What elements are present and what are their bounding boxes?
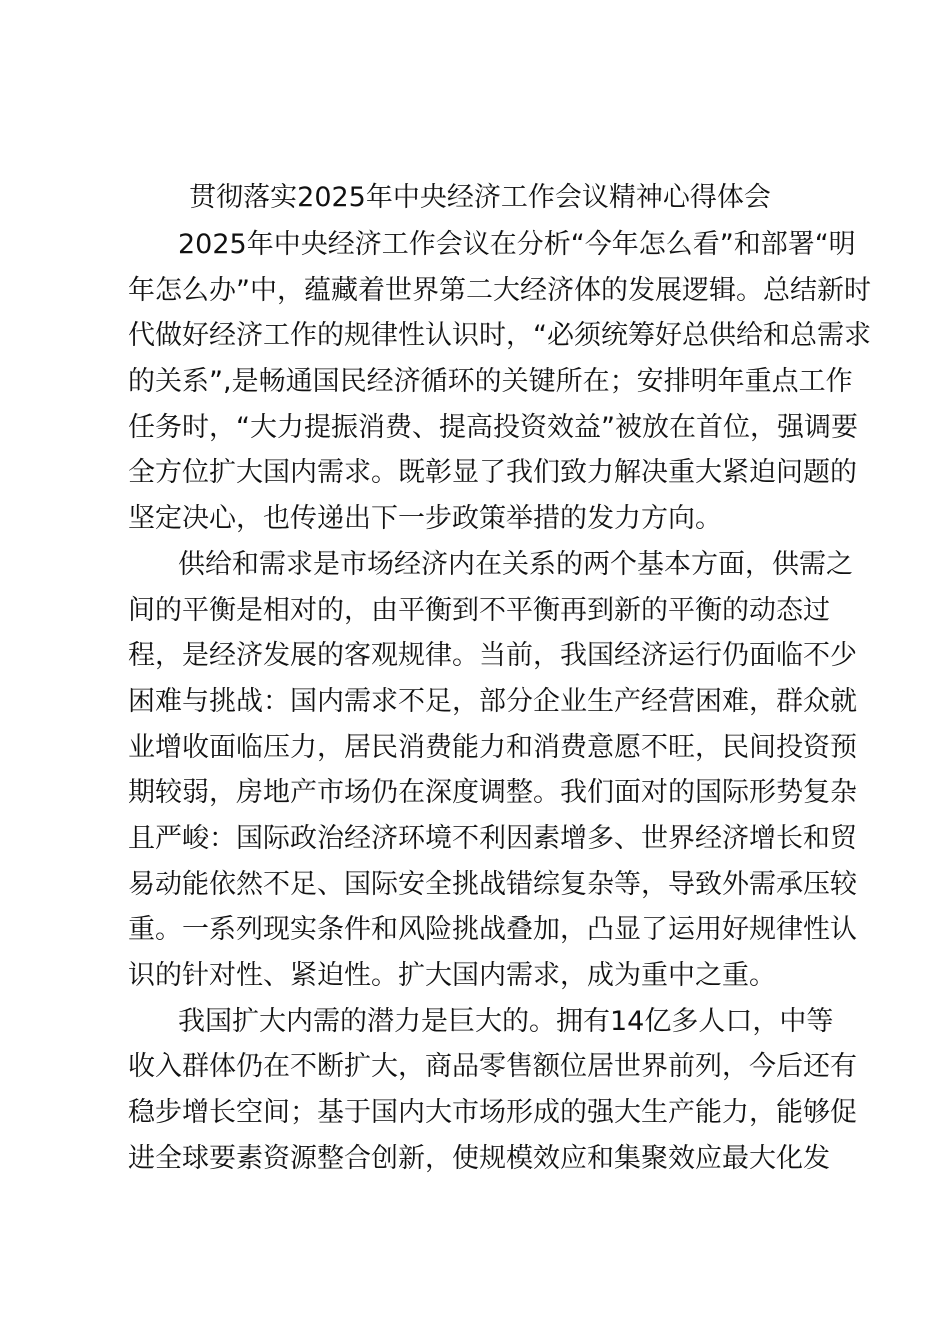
document-body [128, 222, 871, 1181]
paragraph-1 [128, 222, 871, 542]
text-line: 且严峻：国际政治经济环境不利因素增多、世界经济增长和贸 [128, 822, 857, 854]
text-line: 稳步增长空间；基于国内大市场形成的强大生产能力，能够促 [128, 1097, 857, 1129]
text-line: 业增收面临压力，居民消费能力和消费意愿不旺，民间投资预 [128, 731, 857, 763]
text-line: 供给和需求是市场经济内在关系的两个基本方面，供需之 [178, 548, 853, 580]
text-line: 进全球要素资源整合创新，使规模效应和集聚效应最大化发 [128, 1142, 830, 1174]
text-line: 期较弱，房地产市场仍在深度调整。我们面对的国际形势复杂 [128, 777, 857, 809]
text-line: 的关系”,是畅通国民经济循环的关键所在；安排明年重点工作 [128, 366, 853, 398]
paragraph-3 [128, 999, 857, 1182]
document-title: 贯彻落实2025年中央经济工作会议精神心得体会 [189, 182, 771, 213]
text-line: 全方位扩大国内需求。既彰显了我们致力解决重大紧迫问题的 [128, 457, 857, 489]
text-line: 坚定决心，也传递出下一步政策举措的发力方向。 [128, 503, 722, 535]
text-line: 识的针对性、紧迫性。扩大国内需求，成为重中之重。 [128, 960, 776, 991]
text-line: 收入群体仍在不断扩大，商品零售额位居世界前列，今后还有 [128, 1051, 857, 1083]
text-line: 年怎么办”中，蕴藏着世界第二大经济体的发展逻辑。总结新时 [128, 274, 871, 306]
text-line: 代做好经济工作的规律性认识时，“必须统筹好总供给和总需求 [128, 320, 871, 352]
text-line: 我国扩大内需的潜力是巨大的。拥有14亿多人口，中等 [178, 1005, 834, 1037]
text-line: 程，是经济发展的客观规律。当前，我国经济运行仍面临不少 [128, 640, 857, 672]
text-line: 困难与挑战：国内需求不足，部分企业生产经营困难，群众就 [128, 685, 857, 717]
text-line: 重。一系列现实条件和风险挑战叠加，凸显了运用好规律性认 [128, 914, 857, 946]
text-line: 任务时，“大力提振消费、提高投资效益”被放在首位，强调要 [128, 411, 858, 443]
text-line: 2025年中央经济工作会议在分析“今年怎么看”和部署“明 [178, 229, 856, 260]
text-line: 易动能依然不足、国际安全挑战错综复杂等，导致外需承压较 [128, 868, 857, 900]
paragraph-2 [128, 542, 857, 999]
text-line: 间的平衡是相对的，由平衡到不平衡再到新的平衡的动态过 [128, 594, 830, 626]
